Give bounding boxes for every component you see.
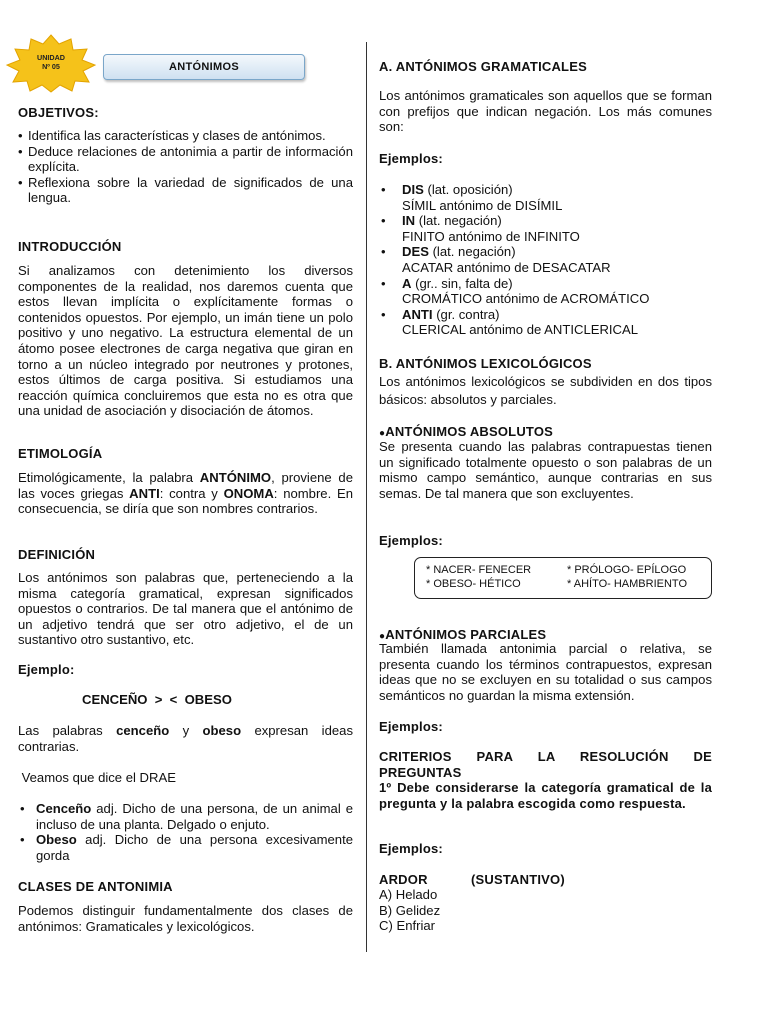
bullet-icon: ●	[379, 631, 386, 642]
objetivos-list	[18, 128, 353, 206]
criterio-ejemplos: Ejemplos:	[379, 841, 443, 856]
absolutos-ejemplos: Ejemplos:	[379, 533, 443, 548]
example-pair: * PRÓLOGO- EPÍLOGO	[567, 564, 687, 576]
intro-paragraph: Si analizamos con detenimiento los diversos componentes de la realidad, nos daremos cuenta que estos llevan implícita o explícitamente formas o contenidos opuestos. Por ejemplo, un imán tiene un polo positivo y uno negativo. La estructura elemental de un átomo posee electrones de carga negativa que giran en torno a un núcleo integrado por neutrones y protones, estos últimos de carga positiva. Si estudiamos una reacción química concluiremos que esta no es otra que una unidad de asociación y disociación de átomos.	[18, 263, 353, 419]
ardor-category: (SUSTANTIVO)	[471, 872, 565, 887]
answer-options	[379, 887, 440, 934]
gramaticales-heading: A. ANTÓNIMOS GRAMATICALES	[379, 59, 587, 74]
clases-heading: CLASES DE ANTONIMIA	[18, 879, 173, 894]
clases-paragraph: Podemos distinguir fundamentalmente dos clases de antónimos: Gramaticales y lexicológicos.	[18, 903, 353, 934]
example-pair: CENCEÑO > < OBESO	[82, 692, 232, 707]
column-divider	[366, 42, 367, 952]
parciales-ejemplos: Ejemplos:	[379, 719, 443, 734]
etimologia-paragraph: Etimológicamente, la palabra ANTÓNIMO, proviene de las voces griegas ANTI: contra y ONOMA: nombre. En consecuencia, se diría que son nombres contrarios.	[18, 470, 353, 517]
list-item: • DES (lat. negación) ACATAR antónimo de DESACATAR	[379, 244, 712, 275]
lexicologicos-heading: B. ANTÓNIMOS LEXICOLÓGICOS	[379, 356, 592, 371]
list-item: • Cenceño adj. Dicho de una persona, de un animal e incluso de una planta. Delgado o enjuto.	[18, 801, 353, 832]
parciales-heading: ●ANTÓNIMOS PARCIALES	[379, 627, 546, 645]
drae-intro: Veamos que dice el DRAE	[18, 770, 176, 785]
drae-list	[18, 801, 353, 863]
unit-badge	[5, 34, 97, 92]
list-item: • ANTI (gr. contra) CLERICAL antónimo de ANTICLERICAL	[379, 307, 712, 338]
ardor-word: ARDOR	[379, 872, 428, 887]
option-a: A) Helado	[379, 887, 438, 902]
criterios-heading: CRITERIOS PARA LA RESOLUCIÓN DE PREGUNTAS	[379, 749, 712, 780]
unit-number: Nº 05	[42, 62, 60, 71]
bullet-icon: ●	[379, 428, 386, 439]
objetivos-heading: OBJETIVOS:	[18, 105, 99, 120]
list-item: • Reflexiona sobre la variedad de significados de una lengua.	[18, 175, 353, 206]
example-pair: * OBESO- HÉTICO	[426, 578, 521, 590]
lexicologicos-paragraph: Los antónimos lexicológicos se subdividen en dos tipos básicos: absolutos y parciales.	[379, 374, 712, 407]
example-pair: * NACER- FENECER	[426, 564, 532, 576]
etimologia-heading: ETIMOLOGÍA	[18, 446, 103, 461]
list-item: • Obeso adj. Dicho de una persona excesivamente gorda	[18, 832, 353, 863]
absolutos-paragraph: Se presenta cuando las palabras contrapuestas tienen un significado totalmente opuesto o son palabras de un mismo campo semántico, aunque contrarias en sus semas. De tal manera que son excluyentes.	[379, 439, 712, 501]
examples-box	[414, 557, 712, 599]
ejemplo-heading: Ejemplo:	[18, 662, 75, 677]
list-item: • A (gr.. sin, falta de) CROMÁTICO antónimo de ACROMÁTICO	[379, 276, 712, 307]
definicion-paragraph: Los antónimos son palabras que, perteneciendo a la misma categoría gramatical, expresan significados opuestos o contrarios. De tal manera que el antónimo de un adjetivo tendrá que ser otro adjetivo, el de un sustantivo otro sustantivo, etc.	[18, 570, 353, 648]
list-item: • Deduce relaciones de antonimia a partir de información explícita.	[18, 144, 353, 175]
prefix-list	[379, 182, 712, 338]
example-pair: * AHÍTO- HAMBRIENTO	[567, 578, 688, 590]
absolutos-heading: ●ANTÓNIMOS ABSOLUTOS	[379, 424, 553, 442]
option-b: B) Gelidez	[379, 902, 441, 918]
intro-heading: INTRODUCCIÓN	[18, 239, 122, 254]
parciales-paragraph: También llamada antonimia parcial o relativa, se presenta cuando los términos contrapuestos, expresan ideas que no se excluyen en su totalidad o sus campos semánticos no guardan la misma extensión.	[379, 641, 712, 703]
option-c: C) Enfriar	[379, 918, 436, 934]
definicion-heading: DEFINICIÓN	[18, 547, 96, 562]
criterio-1: 1º Debe considerarse la categoría gramatical de la pregunta y la palabra escogida como respuesta.	[379, 780, 712, 811]
gramaticales-paragraph: Los antónimos gramaticales son aquellos que se forman con prefijos que indican negación. Los más comunes son:	[379, 88, 712, 135]
page-title: ANTÓNIMOS	[103, 54, 305, 80]
unit-label: UNIDAD	[37, 53, 65, 62]
ejemplos-heading: Ejemplos:	[379, 151, 443, 166]
list-item: • IN (lat. negación) FINITO antónimo de INFINITO	[379, 213, 712, 244]
palabras-paragraph: Las palabras cenceño y obeso expresan ideas contrarias.	[18, 723, 353, 754]
list-item: • DIS (lat. oposición) SÍMIL antónimo de DISÍMIL	[379, 182, 712, 213]
list-item: • Identifica las características y clases de antónimos.	[18, 128, 353, 144]
